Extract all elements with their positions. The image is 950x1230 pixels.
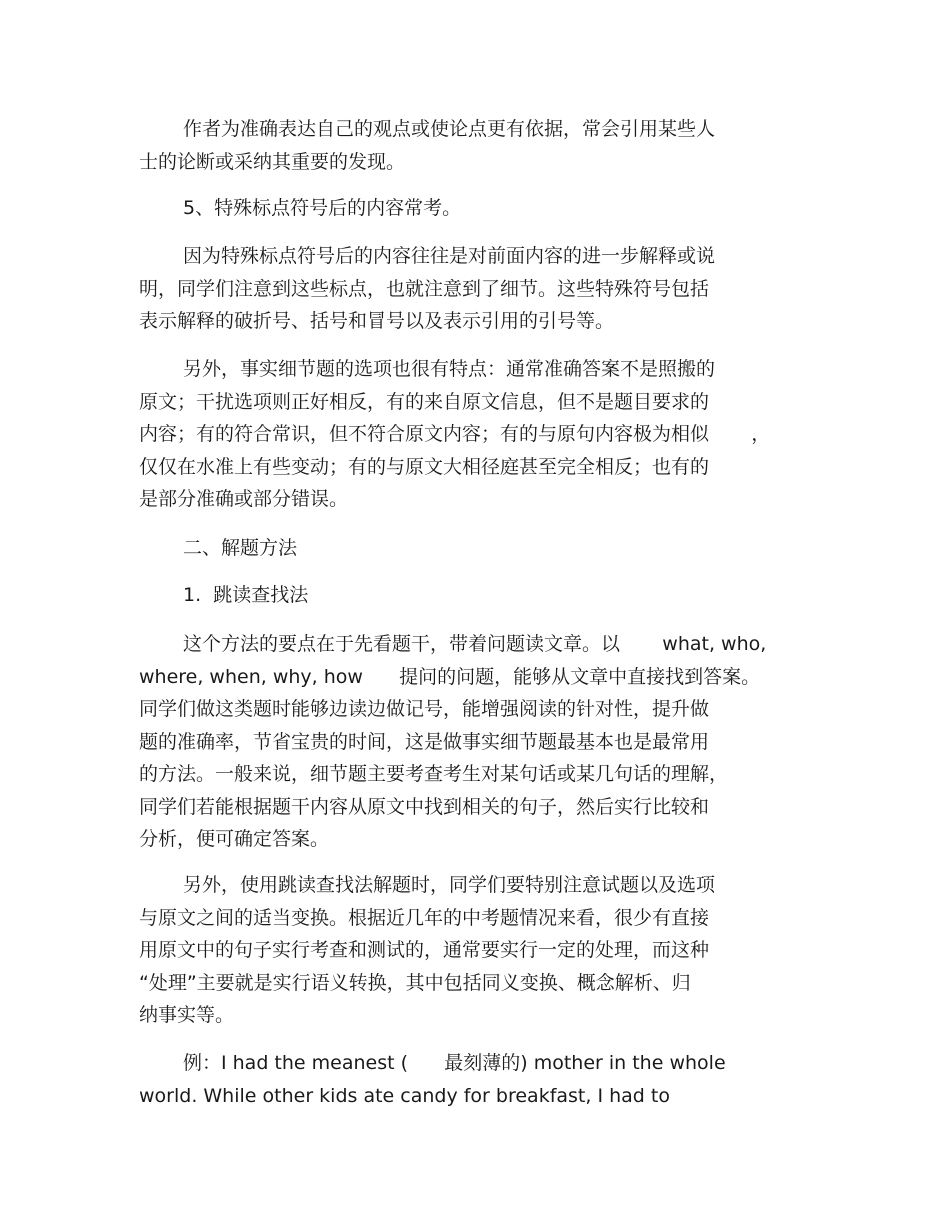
- text-line: 题的准确率，节省宝贵的时间，这是做事实细节题最基本也是最常用: [139, 730, 710, 753]
- text-line: 与原文之间的适当变换。根据近几年的中考题情况来看，很少有直接: [139, 906, 710, 929]
- text-line: 另外，使用跳读查找法解题时，同学们要特别注意试题以及选项: [183, 874, 716, 896]
- point-5-heading: [139, 192, 819, 225]
- text-line: 内容；有的符合常识，但不符合原文内容；有的与原句内容极为相似 ，: [139, 423, 771, 445]
- text-line: 用原文中的句子实行考查和测试的，通常要实行一定的处理，而这种: [139, 939, 710, 961]
- text-line: 士的论断或采纳其重要的发现。: [139, 150, 406, 173]
- text-line: 原文；干扰选项则正好相反，有的来自原文信息，但不是题目要求的: [139, 390, 710, 413]
- text-line: 的方法。一般来说，细节题主要考查考生对某句话或某几句话的理解，: [139, 763, 729, 785]
- text-line: 同学们若能根据题干内容从原文中找到相关的句子，然后实行比较和: [139, 795, 710, 818]
- text-line: 纳事实等。: [139, 1004, 235, 1026]
- paragraph-method-1-note: [139, 869, 819, 1032]
- text-line: 同学们做这类题时能够边读边做记号，能增强阅读的针对性，提升做: [139, 698, 710, 720]
- method-1-heading: [139, 579, 819, 612]
- text-line: 表示解释的破折号、括号和冒号以及表示引用的引号等。: [139, 310, 615, 332]
- text-line: 明，同学们注意到这些标点，也就注意到了细节。这些特殊符号包括: [139, 277, 710, 300]
- text-line: 另外，事实细节题的选项也很有特点：通常准确答案不是照搬的: [183, 358, 716, 380]
- text-line: “处理”主要就是实行语义转换，其中包括同义变换、概念解析、归: [139, 971, 691, 994]
- paragraph-example: [139, 1047, 819, 1112]
- text-line: 这个方法的要点在于先看题干，带着问题读文章。以 what, who,: [183, 633, 767, 655]
- section-2-heading: [139, 532, 819, 565]
- text-line: 是部分准确或部分错误。: [139, 488, 349, 510]
- paragraph-cite-experts: [139, 113, 819, 178]
- text-line: 仅仅在水准上有些变动；有的与原文大相径庭甚至完全相反；也有的: [139, 455, 710, 478]
- paragraph-method-1-body: [139, 628, 819, 856]
- paragraph-option-features: [139, 353, 819, 516]
- text-line: where, when, why, how 提问的问题，能够从文章中直接找到答案。: [139, 665, 761, 688]
- text-line: 二、解题方法: [183, 537, 298, 559]
- text-line: 分析，便可确定答案。: [139, 828, 330, 850]
- text-line: 作者为准确表达自己的观点或使论点更有依据，常会引用某些人: [183, 118, 716, 140]
- text-line: 5、特殊标点符号后的内容常考。: [183, 197, 462, 219]
- text-line: 例：I had the meanest ( 最刻薄的) mother in the whole: [183, 1052, 726, 1074]
- paragraph-punctuation-explanation: [139, 240, 819, 338]
- text-line: 1. 跳读查找法: [183, 584, 309, 606]
- text-line: world. While other kids ate candy for breakfast, I had to: [139, 1084, 670, 1107]
- text-line: 因为特殊标点符号后的内容往往是对前面内容的进一步解释或说: [183, 245, 716, 267]
